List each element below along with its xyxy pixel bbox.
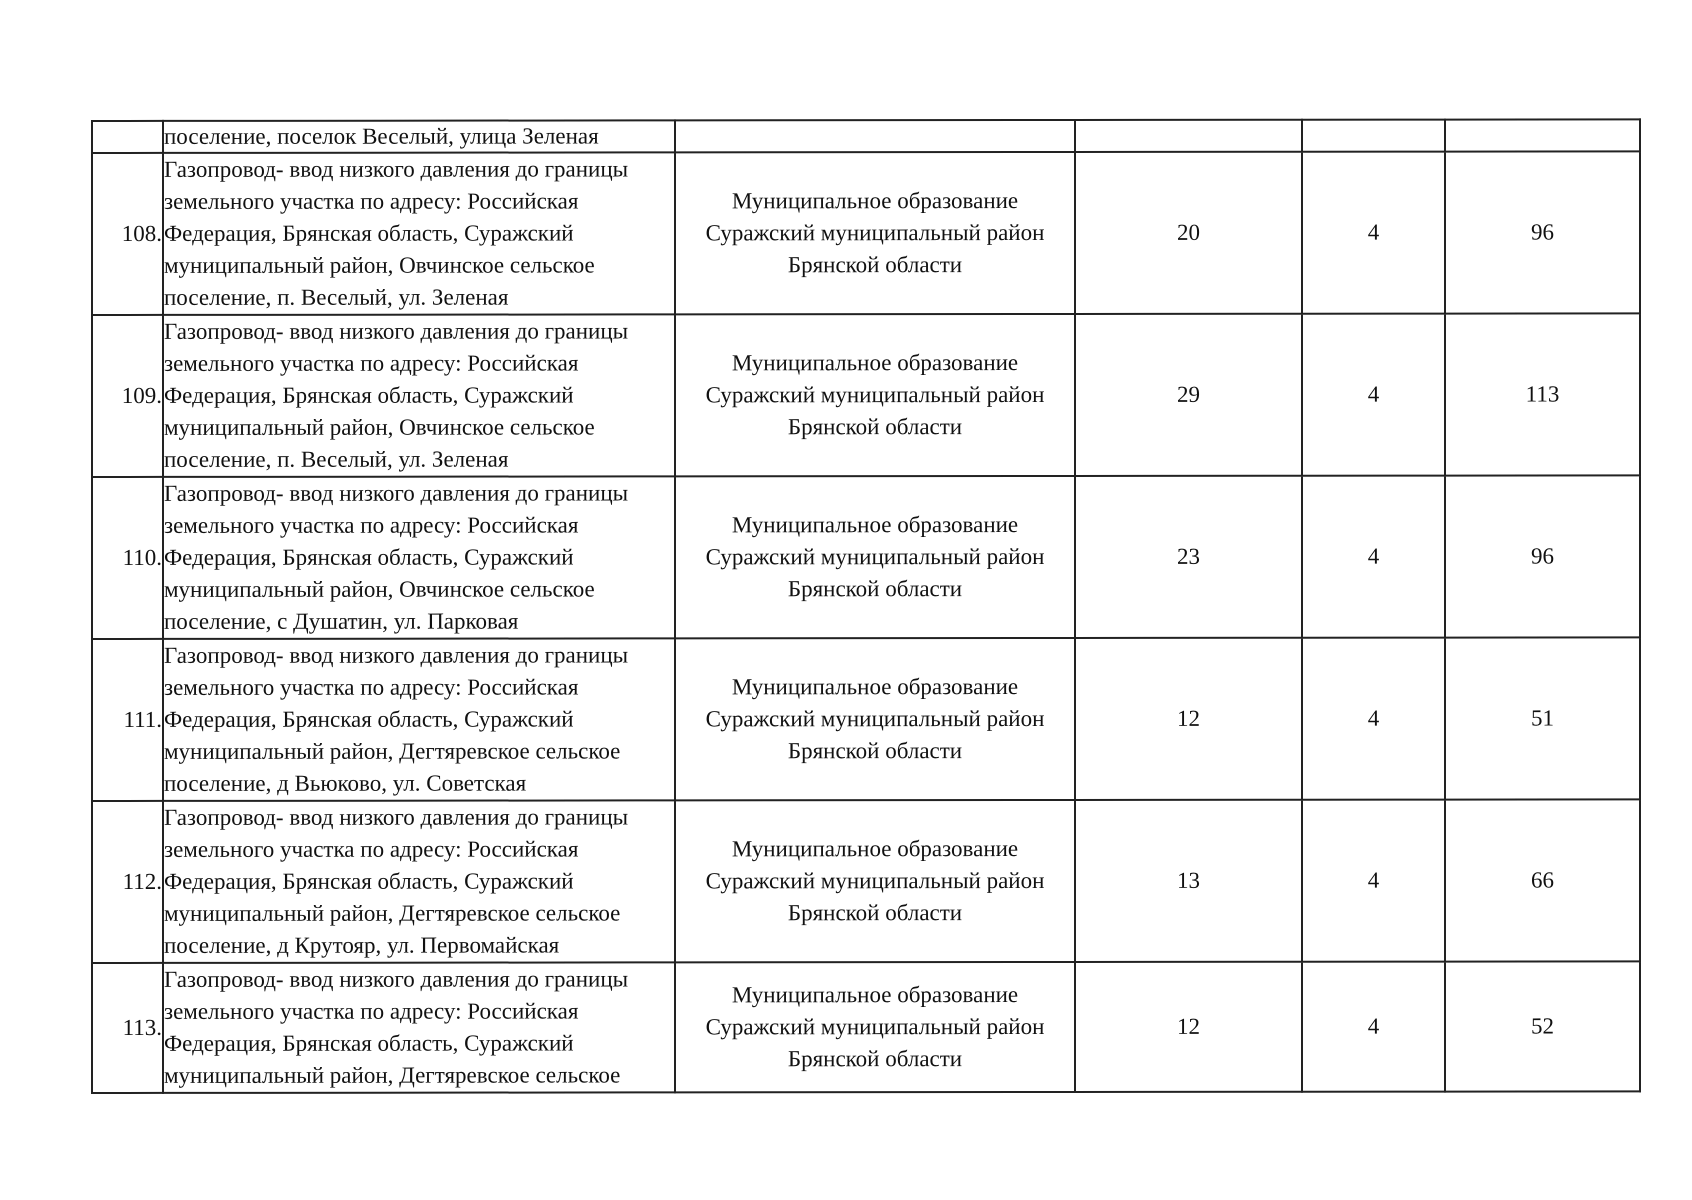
row-col6 <box>1445 119 1640 151</box>
row-owner: Муниципальное образование Суражский муниципальный район Брянской области <box>675 638 1075 800</box>
row-owner: Муниципальное образование Суражский муниципальный район Брянской области <box>675 962 1075 1092</box>
row-col6: 51 <box>1445 637 1640 799</box>
row-col6: 52 <box>1445 961 1640 1091</box>
row-col5: 4 <box>1302 314 1445 476</box>
row-col5: 4 <box>1302 800 1445 962</box>
row-number: 113. <box>92 963 163 1093</box>
row-number: 108. <box>92 153 163 315</box>
row-col4: 12 <box>1075 962 1302 1092</box>
table-row <box>92 475 1640 639</box>
table-row <box>92 961 1640 1093</box>
row-number: 111. <box>92 639 163 801</box>
table-row-continuation <box>92 119 1640 153</box>
row-number: 112. <box>92 801 163 963</box>
row-description: Газопровод- ввод низкого давления до границы земельного участка по адресу: Российская Федерация, Брянская область, Суражский муниципальный район, Овчинское сельское поселение, с Душатин, ул. Парковая <box>163 476 675 639</box>
row-owner <box>675 120 1075 152</box>
row-col4 <box>1075 120 1302 152</box>
table-row <box>92 799 1640 963</box>
row-col5: 4 <box>1302 638 1445 800</box>
row-description: Газопровод- ввод низкого давления до границы земельного участка по адресу: Российская Федерация, Брянская область, Суражский муниципальный район, Овчинское сельское поселение, п. Веселый, ул. Зеленая <box>163 314 675 477</box>
table-row <box>92 637 1640 801</box>
row-col6: 96 <box>1445 151 1640 313</box>
row-col6: 113 <box>1445 313 1640 475</box>
row-description: Газопровод- ввод низкого давления до границы земельного участка по адресу: Российская Федерация, Брянская область, Суражский муниципальный район, Дегтяревское сельское поселение, д Крутояр, ул. Первомайская <box>163 800 675 963</box>
row-number <box>92 121 163 153</box>
row-col4: 23 <box>1075 476 1302 638</box>
row-owner: Муниципальное образование Суражский муниципальный район Брянской области <box>675 476 1075 638</box>
row-owner: Муниципальное образование Суражский муниципальный район Брянской области <box>675 800 1075 962</box>
row-number: 110. <box>92 477 163 639</box>
row-col6: 96 <box>1445 475 1640 637</box>
row-col5: 4 <box>1302 152 1445 314</box>
gas-pipeline-table <box>91 118 1641 1094</box>
row-col5: 4 <box>1302 962 1445 1092</box>
row-col6: 66 <box>1445 799 1640 961</box>
row-col4: 29 <box>1075 314 1302 476</box>
row-description: поселение, поселок Веселый, улица Зеленая <box>163 120 675 153</box>
row-owner: Муниципальное образование Суражский муниципальный район Брянской области <box>675 314 1075 476</box>
row-col4: 13 <box>1075 800 1302 962</box>
row-description: Газопровод- ввод низкого давления до границы земельного участка по адресу: Российская Федерация, Брянская область, Суражский муниципальный район, Дегтяревское сельское <box>163 962 675 1093</box>
row-description: Газопровод- ввод низкого давления до границы земельного участка по адресу: Российская Федерация, Брянская область, Суражский муниципальный район, Дегтяревское сельское поселение, д Вьюково, ул. Советская <box>163 638 675 801</box>
row-col4: 20 <box>1075 152 1302 314</box>
row-col5 <box>1302 120 1445 152</box>
table-row <box>92 313 1640 477</box>
row-col4: 12 <box>1075 638 1302 800</box>
table-row <box>92 151 1640 315</box>
row-col5: 4 <box>1302 476 1445 638</box>
row-owner: Муниципальное образование Суражский муниципальный район Брянской области <box>675 152 1075 314</box>
row-description: Газопровод- ввод низкого давления до границы земельного участка по адресу: Российская Федерация, Брянская область, Суражский муниципальный район, Овчинское сельское поселение, п. Веселый, ул. Зеленая <box>163 152 675 315</box>
row-number: 109. <box>92 315 163 477</box>
